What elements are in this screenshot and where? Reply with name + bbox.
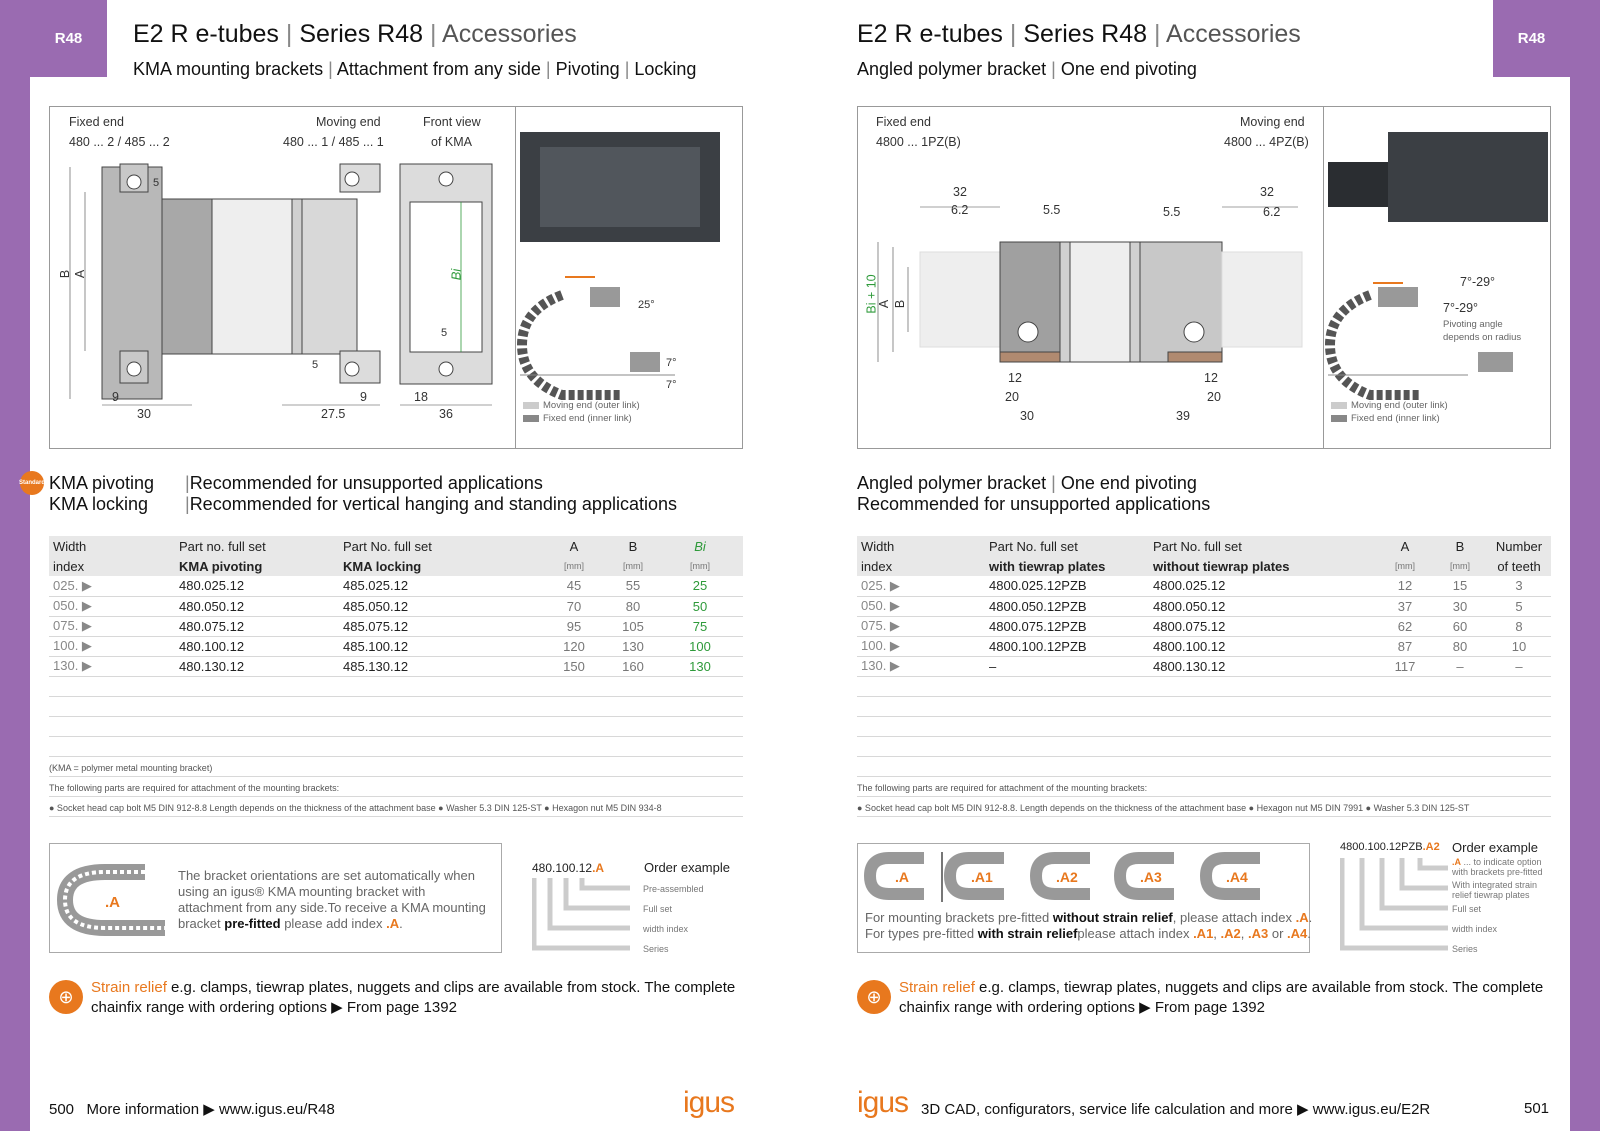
left-note-parts: The following parts are required for attachment of the mounting brackets: <box>49 783 340 793</box>
right-info-box <box>857 843 1313 953</box>
right-order-label-2: width index <box>1452 924 1498 934</box>
angle-7-29-a: 7°-29° <box>1460 275 1496 289</box>
standard-badge: Standard <box>20 471 44 495</box>
legend-fixed: Fixed end (inner link) <box>1331 413 1440 424</box>
strain-relief-icon: ⊕ <box>857 980 891 1014</box>
pivot-note-2: depends on radius <box>1443 332 1522 343</box>
angle-7-b: 7° <box>666 379 677 391</box>
left-strain-relief-text: Strain relief e.g. clamps, tiewrap plates, nuggets and clips are available from stock. The complete chainfix range with ordering options ▶ From page 1392 <box>91 979 736 1016</box>
left-page-title: E2 R e-tubes | Series R48 | Accessories <box>133 20 577 48</box>
table-row: 075. ▶ 480.075.12 485.075.12 95 105 75 <box>49 616 743 636</box>
right-parts-table: Width Part No. full set Part No. full set A B Number index with tiewrap plates without tiewrap plates [mm] [mm] of teeth 025. ▶ 4800.025.12PZB 4800.025.12 12 15 3 050. ▶ 4800.050.12PZB 4800.050.12 37 30 5 075. ▶ 4800.075.12PZB 4800.075.12 62 60 8 100. ▶ 4800.100.12PZB 4800.100.12 87 80 10 130. ▶ – 4800.130.12 117 – – <box>857 536 1551 677</box>
dim-18: 18 <box>414 390 428 404</box>
dim-B: B <box>58 269 73 279</box>
table-row: 050. ▶ 4800.050.12PZB 4800.050.12 37 30 5 <box>857 596 1551 616</box>
index-tag-a3: .A3 <box>1140 869 1162 885</box>
right-color-band <box>1570 0 1600 1131</box>
dim-27-5: 27.5 <box>321 407 346 421</box>
legend-moving: Moving end (outer link) <box>1331 400 1448 411</box>
dim-5-top: 5 <box>153 177 160 189</box>
right-note-hardware: ● Socket head cap bolt M5 DIN 912-8.8. Length depends on the thickness of the attachment base ● Hexagon nut M5 DIN 7991 ● Washer 5.3 DIN 125-ST <box>857 803 1470 813</box>
right-note-parts: The following parts are required for attachment of the mounting brackets: <box>857 783 1148 793</box>
dim-6-2-left: 6.2 <box>951 203 969 217</box>
dim-5-5-left: 5.5 <box>1043 203 1061 217</box>
polymer-bracket-drawing <box>858 107 1552 450</box>
dim-20-right: 20 <box>1207 390 1221 404</box>
moving-end-part: 480 ... 1 / 485 ... 1 <box>283 135 384 149</box>
dim-5-front: 5 <box>441 327 448 339</box>
angle-7-29-b: 7°-29° <box>1443 301 1479 315</box>
right-order-note: .A ... to indicate option with brackets pre-fitted <box>1452 857 1543 877</box>
table-row: 100. ▶ 480.100.12 485.100.12 120 130 100 <box>49 636 743 656</box>
dim-36: 36 <box>439 407 453 421</box>
table-row: 075. ▶ 4800.075.12PZB 4800.075.12 62 60 8 <box>857 616 1551 636</box>
left-order-label-0: Pre-assembled <box>643 884 704 894</box>
page-tag-right: R48 <box>1493 0 1570 77</box>
legend-fixed: Fixed end (inner link) <box>523 413 632 424</box>
left-page-subtitle: KMA mounting brackets | Attachment from any side | Pivoting | Locking <box>133 59 697 79</box>
pivot-note: Pivoting angle <box>1443 319 1503 330</box>
table-row: 100. ▶ 4800.100.12PZB 4800.100.12 87 80 10 <box>857 636 1551 656</box>
table-row: 130. ▶ 480.130.12 485.130.12 150 160 130 <box>49 656 743 676</box>
left-order-label-3: Series <box>643 944 669 954</box>
dim-32-right: 32 <box>1260 185 1274 199</box>
left-color-band <box>0 0 30 1131</box>
table-row: 025. ▶ 480.025.12 485.025.12 45 55 25 <box>49 576 743 596</box>
right-order-label-3: Series <box>1452 944 1478 954</box>
moving-end-part: 4800 ... 4PZ(B) <box>1224 135 1309 149</box>
moving-end-label: Moving end <box>1240 115 1305 129</box>
front-view-label-2: of KMA <box>431 135 472 149</box>
legend-moving: Moving end (outer link) <box>523 400 640 411</box>
dim-A: A <box>877 299 892 309</box>
right-order-label-1: Full set <box>1452 904 1482 914</box>
right-info-text: For mounting brackets pre-fitted without strain relief, please attach index .A. For types pre-fitted with strain reliefplease attach index .A1, .A2, .A3 or .A4. <box>865 910 1313 941</box>
dim-32-left: 32 <box>953 185 967 199</box>
right-order-diagram <box>1340 856 1450 956</box>
front-view-label: Front view <box>423 115 481 129</box>
left-diagram <box>49 106 743 449</box>
dim-B: B <box>893 299 908 309</box>
dim-12-left: 12 <box>1008 371 1022 385</box>
left-order-diagram <box>532 876 632 956</box>
igus-logo-right: igus <box>857 1086 909 1119</box>
fixed-end-label: Fixed end <box>69 115 124 129</box>
right-order-title: Order example <box>1452 840 1538 855</box>
index-tag-a: .A <box>895 869 909 885</box>
fixed-end-part: 4800 ... 1PZ(B) <box>876 135 961 149</box>
fixed-end-part: 480 ... 2 / 485 ... 2 <box>69 135 170 149</box>
left-info-box <box>49 843 502 953</box>
right-strain-relief-text: Strain relief e.g. clamps, tiewrap plates, nuggets and clips are available from stock. The complete chainfix range with ordering options ▶ From page 1392 <box>899 979 1544 1016</box>
right-order-label-0: With integrated strain relief tiewrap plates <box>1452 880 1538 900</box>
dim-9-right: 9 <box>360 390 367 404</box>
kma-technical-drawing <box>50 107 744 450</box>
left-note-hardware: ● Socket head cap bolt M5 DIN 912-8.8 Length depends on the thickness of the attachment base ● Washer 5.3 DIN 125-ST ● Hexagon nut M5 DIN 934-8 <box>49 803 662 813</box>
igus-logo-left: igus <box>683 1086 735 1119</box>
dim-30: 30 <box>137 407 151 421</box>
left-order-label-1: Full set <box>643 904 673 914</box>
right-order-code: 4800.100.12PZB.A2 <box>1340 841 1440 853</box>
left-info-text: The bracket orientations are set automatically when using an igus® KMA mounting bracket with attachment from any side.To receive a KMA mounting bracket pre-fitted please add index .A. <box>178 868 486 931</box>
dim-20-left: 20 <box>1005 390 1019 404</box>
left-kma-list: KMA pivoting |Recommended for unsupported applications KMA locking |Recommended for vertical hanging and standing applications <box>49 473 677 514</box>
table-row: 050. ▶ 480.050.12 485.050.12 70 80 50 <box>49 596 743 616</box>
right-footer-page: 501 <box>1524 1100 1550 1117</box>
angle-7-a: 7° <box>666 357 677 369</box>
right-footer-text: 3D CAD, configurators, service life calculation and more ▶ www.igus.eu/E2R <box>921 1101 1431 1118</box>
table-row: 025. ▶ 4800.025.12PZB 4800.025.12 12 15 3 <box>857 576 1551 596</box>
right-diagram <box>857 106 1551 449</box>
table-row: 130. ▶ – 4800.130.12 117 – – <box>857 656 1551 676</box>
dim-9-left: 9 <box>112 390 119 404</box>
moving-end-label: Moving end <box>316 115 381 129</box>
left-order-code: 480.100.12.A <box>532 861 605 875</box>
left-parts-table: Width Part no. full set Part No. full set A B Bi index KMA pivoting KMA locking [mm] [mm] [mm] 025. ▶ 480.025.12 485.025.12 45 55 25 050. ▶ 480.050.12 485.050.12 70 80 50 075. ▶ 480.075.12 485.075.12 95 105 75 100. ▶ 480.100.12 485.100.12 120 130 100 130. ▶ 480.130.12 485.130.12 150 160 130 <box>49 536 743 677</box>
strain-relief-icon: ⊕ <box>49 980 83 1014</box>
dim-30: 30 <box>1020 409 1034 423</box>
right-page-subtitle: Angled polymer bracket | One end pivoting <box>857 59 1197 79</box>
dim-5-5-right: 5.5 <box>1163 205 1181 219</box>
dim-12-right: 12 <box>1204 371 1218 385</box>
dim-39: 39 <box>1176 409 1190 423</box>
dim-Bi: Bi <box>448 268 464 281</box>
dim-6-2-right: 6.2 <box>1263 205 1281 219</box>
index-a-tag: .A <box>105 894 120 911</box>
right-section-head: Angled polymer bracket | One end pivoting Recommended for unsupported applications <box>857 473 1211 514</box>
left-order-label-2: width index <box>643 924 689 934</box>
dim-bi-10: Bi + 10 <box>864 274 879 314</box>
angle-25: 25° <box>638 299 655 311</box>
left-order-title: Order example <box>644 860 730 875</box>
dim-A: A <box>73 269 88 279</box>
fixed-end-label: Fixed end <box>876 115 931 129</box>
index-tag-a4: .A4 <box>1226 869 1248 885</box>
page-tag-left: R48 <box>30 0 107 77</box>
right-page-title: E2 R e-tubes | Series R48 | Accessories <box>857 20 1301 48</box>
left-footer: 500 More information ▶ www.igus.eu/R48 <box>49 1101 335 1118</box>
left-note-kma: (KMA = polymer metal mounting bracket) <box>49 763 213 773</box>
index-tag-a1: .A1 <box>971 869 993 885</box>
dim-5-bottom: 5 <box>312 359 319 371</box>
index-tag-a2: .A2 <box>1056 869 1078 885</box>
